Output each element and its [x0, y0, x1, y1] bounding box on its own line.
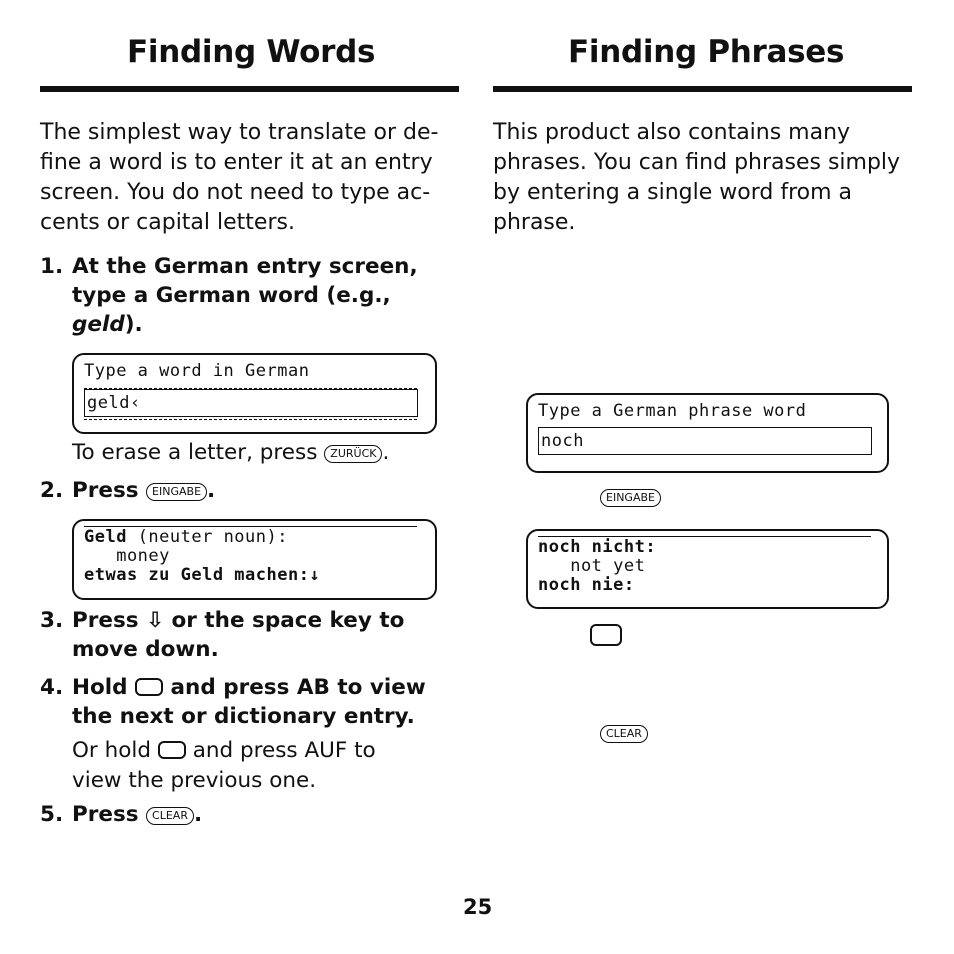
or-hold-line2: view the previous one.	[72, 768, 317, 793]
step-2-text: Press	[72, 478, 139, 503]
erase-instruction: To erase a letter, press ZURÜCK .	[72, 440, 390, 465]
lcd-input-text: geld‹	[87, 393, 141, 413]
left-intro-line: screen. You do not need to type ac-	[40, 180, 431, 205]
step-1-line2: type a German word (e.g.,	[72, 283, 391, 308]
right-intro-line: by entering a single word from a	[493, 180, 853, 205]
shift-key-icon	[135, 678, 163, 696]
lcd-screen-phrase-entry	[526, 393, 889, 473]
lcd-pos: (neuter noun):	[126, 527, 288, 547]
left-title-rule	[40, 86, 459, 92]
shift-key-icon	[158, 741, 186, 759]
lcd-headword: Geld	[84, 527, 127, 547]
left-intro-line: The simplest way to translate or de-	[40, 120, 439, 145]
step-number: 3.	[40, 608, 64, 633]
lcd-line: Type a German phrase word	[538, 401, 807, 421]
clear-key: CLEAR	[600, 725, 648, 743]
left-intro-line: fine a word is to enter it at an entry	[40, 150, 433, 175]
step-number: 2.	[40, 478, 64, 503]
or-hold-note	[72, 736, 460, 796]
step-5-text: Press	[72, 802, 139, 827]
left-intro-line: cents or capital letters.	[40, 210, 295, 235]
lcd-line: noch nie:	[538, 575, 635, 595]
left-title: Finding Words	[127, 34, 376, 70]
right-intro	[493, 118, 912, 238]
lcd-input-field	[538, 427, 872, 455]
zurueck-key: ZURÜCK	[324, 445, 382, 463]
right-title: Finding Phrases	[568, 34, 845, 70]
lcd-line: Type a word in German	[84, 361, 310, 381]
step-number: 5.	[40, 802, 64, 827]
lcd-screen-phrase-result	[526, 529, 889, 609]
step-4	[40, 673, 460, 731]
right-shift-key	[590, 624, 622, 648]
step-3	[40, 606, 460, 664]
page-number: 25	[463, 895, 493, 919]
step-number: 1.	[40, 254, 64, 279]
right-eingabe	[600, 488, 661, 507]
lcd-line: money	[84, 546, 170, 566]
lcd-line: not yet	[538, 556, 646, 576]
step-number: 4.	[40, 675, 64, 700]
eingabe-key: EINGABE	[146, 483, 207, 501]
lcd-screen-entry	[72, 353, 437, 434]
shift-key-icon	[590, 624, 622, 646]
or-hold-text: and press AUF to	[192, 738, 376, 763]
step-4-line2: the next or dictionary entry.	[72, 704, 415, 729]
step-1	[40, 252, 460, 339]
lcd-line: noch nicht:	[538, 537, 657, 557]
step-3-line2: move down.	[72, 637, 219, 662]
right-clear	[600, 724, 648, 743]
step-1-example: geld	[72, 312, 125, 337]
left-intro	[40, 118, 459, 238]
step-5: 5. Press CLEAR .	[40, 802, 203, 827]
step-4-text: and press AB to view	[170, 675, 426, 700]
lcd-line	[84, 527, 288, 547]
lcd-input-text: noch	[541, 431, 584, 451]
step-1-close: ).	[124, 312, 143, 337]
lcd-screen-result	[72, 519, 437, 600]
right-intro-line: phrase.	[493, 210, 576, 235]
lcd-line: etwas zu Geld machen:↓	[84, 565, 321, 585]
lcd-divider	[84, 419, 417, 420]
right-title-rule	[493, 86, 912, 92]
step-1-line1: At the German entry screen,	[72, 254, 418, 279]
step-3-line1: Press ⇩ or the space key to	[72, 608, 405, 633]
eingabe-key: EINGABE	[600, 489, 661, 507]
step-2: 2. Press EINGABE .	[40, 478, 216, 503]
step-4-text: Hold	[72, 675, 128, 700]
erase-text: To erase a letter, press	[72, 440, 318, 465]
clear-key: CLEAR	[146, 807, 194, 825]
right-intro-line: This product also contains many	[493, 120, 851, 145]
or-hold-text: Or hold	[72, 738, 151, 763]
right-intro-line: phrases. You can find phrases simply	[493, 150, 901, 175]
